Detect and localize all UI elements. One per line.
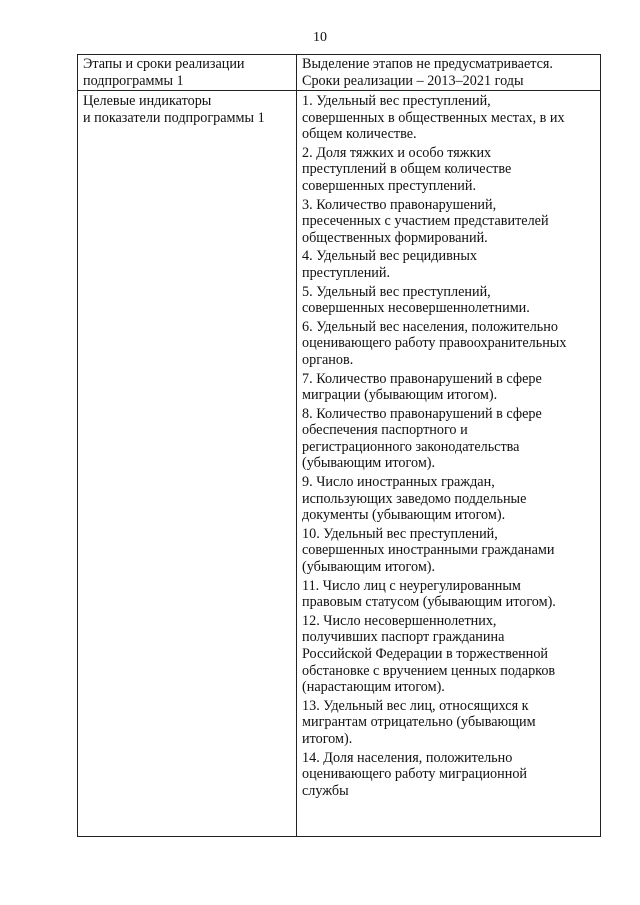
stages-value-cell — [297, 55, 601, 91]
indicator-line: 4. Удельный вес рецидивных — [302, 248, 477, 265]
indicator-line: 1. Удельный вес преступлений, — [302, 93, 491, 109]
indicator-line: (нарастающим итогом). — [302, 679, 445, 696]
indicator-line: 12. Число несовершеннолетних, — [302, 612, 497, 629]
indicator-line: обеспечения паспортного и — [302, 422, 468, 439]
indicator-item — [302, 145, 600, 195]
indicator-line: 3. Количество правонарушений, — [302, 196, 497, 213]
indicator-line: правовым статусом (убывающим итогом). — [302, 594, 556, 611]
table-row-stages — [78, 55, 601, 91]
indicator-item — [302, 248, 600, 281]
indicator-item — [302, 578, 600, 611]
indicator-line: 11. Число лиц с неурегулированным — [302, 577, 521, 594]
indicator-line: 5. Удельный вес преступлений, — [302, 283, 491, 300]
indicators-label-line: Целевые индикаторы — [83, 93, 212, 109]
indicator-line: пресеченных с участием представителей — [302, 213, 549, 230]
indicator-line: обстановке с вручением ценных подарков — [302, 662, 556, 679]
indicator-item — [302, 284, 600, 317]
page-number: 10 — [313, 30, 327, 45]
indicator-line: получивших паспорт гражданина — [302, 629, 505, 646]
indicator-line: преступлений в общем количестве — [302, 161, 512, 178]
indicator-line: оценивающего работу правоохранительных — [302, 335, 567, 352]
indicator-line: 13. Удельный вес лиц, относящихся к — [302, 697, 529, 714]
indicator-item — [302, 613, 600, 696]
indicator-line: 10. Удельный вес преступлений, — [302, 525, 498, 542]
stages-label-line: Этапы и сроки реализации — [83, 56, 245, 72]
indicator-line: общем количестве. — [302, 126, 417, 143]
indicators-label-cell — [78, 91, 297, 837]
indicator-line: миграции (убывающим итогом). — [302, 387, 498, 404]
indicator-item — [302, 406, 600, 472]
indicator-line: совершенных иностранными гражданами — [302, 542, 555, 559]
indicators-label-line: и показатели подпрограммы 1 — [83, 109, 265, 126]
indicator-line: совершенных преступлений. — [302, 177, 477, 194]
stages-label-line: подпрограммы 1 — [83, 72, 184, 89]
indicator-line: мигрантам отрицательно (убывающим — [302, 714, 536, 731]
indicator-item — [302, 750, 600, 800]
indicator-line: 8. Количество правонарушений в сфере — [302, 405, 542, 422]
indicator-item — [302, 197, 600, 247]
indicator-line: 14. Доля населения, положительно — [302, 749, 513, 766]
indicator-line: оценивающего работу миграционной — [302, 766, 528, 783]
indicator-line: регистрационного законодательства — [302, 438, 520, 455]
indicator-line: 7. Количество правонарушений в сфере — [302, 370, 542, 387]
table-row-indicators — [78, 91, 601, 837]
stages-value-line: Выделение этапов не предусматривается. — [302, 56, 553, 72]
indicator-line: итогом). — [302, 730, 353, 747]
indicator-line: органов. — [302, 351, 354, 368]
indicator-item — [302, 698, 600, 748]
passport-table — [77, 54, 601, 837]
indicator-line: документы (убывающим итогом). — [302, 507, 506, 524]
indicator-item — [302, 526, 600, 576]
indicator-line: использующих заведомо поддельные — [302, 490, 527, 507]
indicator-line: службы — [302, 782, 349, 799]
indicator-line: 9. Число иностранных граждан, — [302, 474, 495, 491]
indicator-line: Российской Федерации в торжественной — [302, 646, 549, 662]
indicator-line: (убывающим итогом). — [302, 559, 436, 576]
indicator-line: совершенных в общественных местах, в их — [302, 109, 565, 126]
indicator-line: общественных формирований. — [302, 229, 488, 246]
indicator-line: (убывающим итогом). — [302, 455, 436, 472]
indicators-list-cell — [297, 91, 601, 837]
indicator-item — [302, 474, 600, 524]
stages-value-line: Сроки реализации – 2013–2021 годы — [302, 72, 524, 89]
indicator-item — [302, 319, 600, 369]
stages-label-cell — [78, 55, 297, 91]
indicator-line: 6. Удельный вес населения, положительно — [302, 318, 558, 335]
indicator-item — [302, 93, 600, 143]
indicator-line: 2. Доля тяжких и особо тяжких — [302, 144, 492, 161]
indicator-line: совершенных несовершеннолетними. — [302, 300, 530, 317]
indicator-line: преступлений. — [302, 264, 391, 281]
indicator-item — [302, 371, 600, 404]
